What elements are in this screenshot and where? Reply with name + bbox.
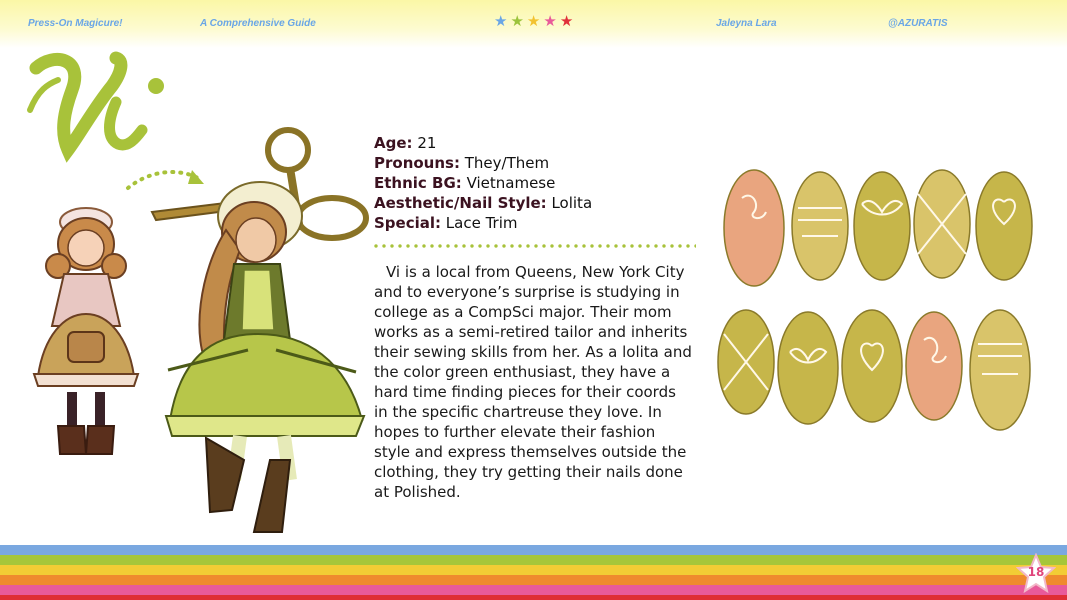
header-stars: [494, 14, 573, 29]
star-icon: ★: [543, 12, 557, 30]
book-title: Press-On Magicure!: [28, 18, 123, 29]
footer-stripe: [0, 595, 1067, 600]
style-value: Lolita: [551, 194, 593, 212]
star-icon: ★: [559, 12, 574, 30]
star-icon: ★: [526, 12, 541, 30]
age-label: Age:: [374, 134, 413, 152]
character-full-illustration: [150, 120, 372, 540]
page-number: 18: [1027, 565, 1045, 579]
ethnic-label: Ethnic BG:: [374, 174, 462, 192]
special-label: Special:: [374, 214, 442, 232]
ethnic-row: [374, 173, 592, 193]
pronouns-label: Pronouns:: [374, 154, 460, 172]
footer-stripe: [0, 575, 1067, 585]
style-row: [374, 193, 592, 213]
star-icon: ★: [510, 12, 524, 30]
pronouns-row: [374, 153, 592, 173]
special-value: Lace Trim: [445, 214, 518, 232]
character-chibi-illustration: [24, 196, 148, 464]
nail-designs: [712, 164, 1052, 444]
nail-set-bottom: [718, 310, 1030, 430]
style-label: Aesthetic/Nail Style:: [374, 194, 547, 212]
footer-stripe: [0, 545, 1067, 555]
pronouns-value: They/Them: [464, 154, 550, 172]
author-handle: @AZURATIS: [888, 18, 948, 29]
age-row: [374, 133, 592, 153]
ethnic-value: Vietnamese: [466, 174, 556, 192]
dotted-divider: [372, 243, 696, 249]
book-subtitle: A Comprehensive Guide: [200, 18, 316, 29]
author-name: Jaleyna Lara: [716, 18, 777, 29]
nail-set-top: [724, 170, 1032, 286]
special-row: [374, 213, 592, 233]
character-bio: Vi is a local from Queens, New York City and to everyone’s surprise is studying in college as a CompSci major. Their mom works as a semi-retired tailor and inherits their sewing skills from her. As a lolita and the color green enthusiast, they have a hard time finding pieces for their coords in the specific chartreuse they love. In hopes to further elevate their fashion style and express themselves outside the clothing, they try getting their nails done at Polished.: [374, 263, 692, 501]
age-value: 21: [417, 134, 437, 152]
footer-stripe: [0, 565, 1067, 575]
star-icon: ★: [494, 12, 508, 30]
profile-info: [374, 133, 592, 233]
footer-stripe: [0, 585, 1067, 595]
footer-stripe: [0, 555, 1067, 565]
